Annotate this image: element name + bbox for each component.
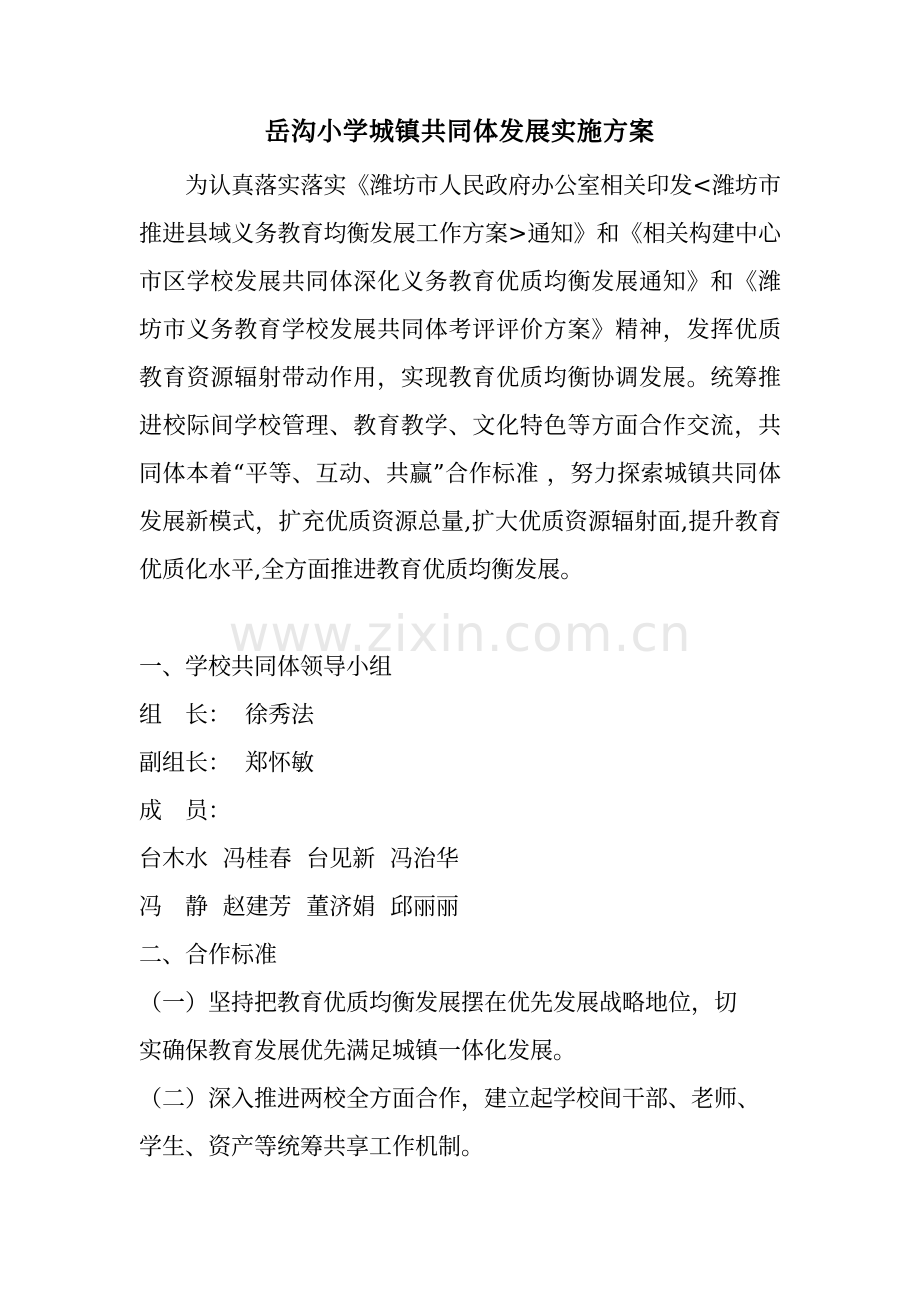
leader-name: 徐秀法	[245, 702, 314, 728]
leader-row	[139, 691, 314, 739]
item2-line-1: （二）深入推进两校全方面合作，建立起学校间干部、老师、	[139, 1086, 760, 1112]
deputy-name: 郑怀敏	[245, 750, 314, 776]
intro-paragraph: 为认真落实落实《潍坊市人民政府办公室相关印发<潍坊市推进县域义务教育均衡发展工作方案>通知》和《相关构建中心市区学校发展共同体深化义务教育优质均衡发展通知》和《潍坊市义务教育学校发展共同体考评评价方案》精神，发挥优质教育资源辐射带动作用，实现教育优质均衡协调发展。统筹推进校际间学校管理、教育教学、文化特色等方面合作交流，共同体本着“平等、互动、共赢”合作标准 ，努力探索城镇共同体发展新模式，扩充优质资源总量,扩大优质资源辐射面,提升教育优质化水平,全方面推进教育优质均衡发展。	[139, 173, 781, 583]
members-label: 成 员：	[139, 798, 231, 824]
section2-heading: 二、合作标准	[139, 942, 277, 968]
deputy-label: 副组长：	[139, 750, 231, 776]
item1-line-2: 实确保教育发展优先满足城镇一体化发展。	[139, 1038, 576, 1064]
deputy-row	[139, 739, 314, 787]
document-title: 岳沟小学城镇共同体发展实施方案	[264, 117, 655, 146]
members-row-1: 台木水 冯桂春 台见新 冯治华	[139, 846, 459, 872]
item2-line-2: 学生、资产等统筹共享工作机制。	[139, 1134, 484, 1160]
leader-label: 组 长：	[139, 702, 231, 728]
item1-line-1: （一）坚持把教育优质均衡发展摆在优先发展战略地位，切	[139, 990, 737, 1016]
site-watermark: www.zixin.com.cn	[228, 605, 692, 663]
section1-heading: 一、学校共同体领导小组	[139, 654, 392, 680]
members-row-2: 冯 静 赵建芳 董济娟 邱丽丽	[139, 894, 459, 920]
